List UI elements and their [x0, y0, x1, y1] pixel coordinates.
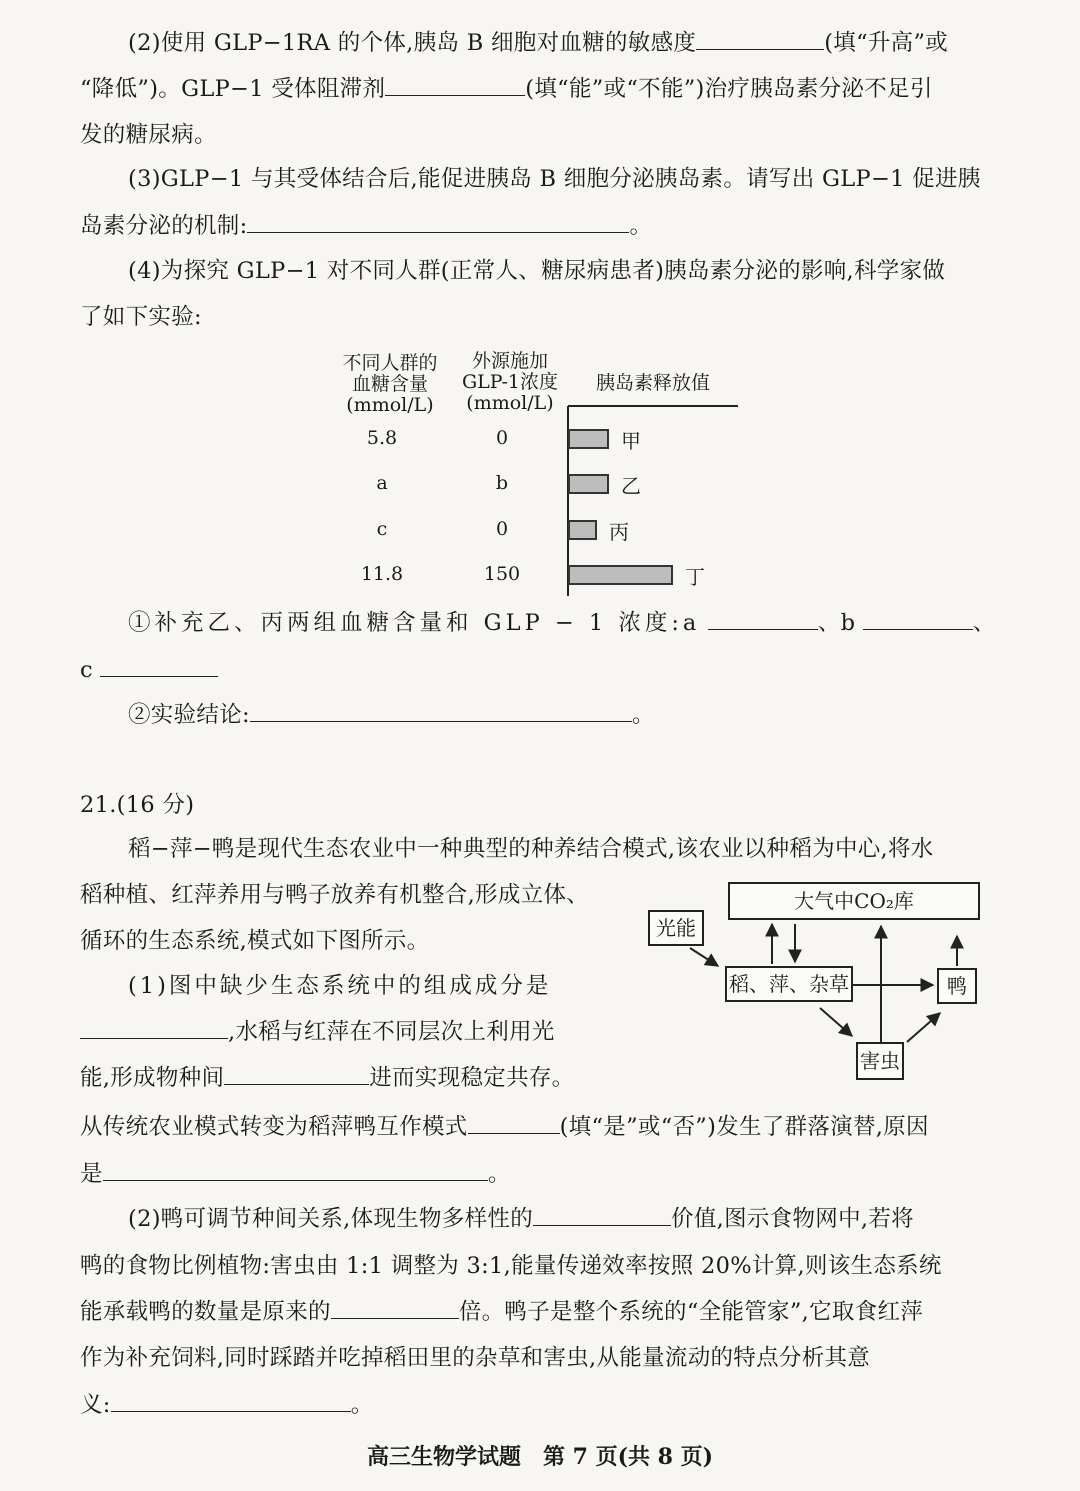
insulin-release-bar: [568, 474, 609, 494]
answer-blank[interactable]: [385, 75, 525, 96]
glp1-value: 0: [495, 427, 509, 449]
q20-2-line1: (2)使用 GLP−1RA 的个体,胰岛 B 细胞对血糖的敏感度 (填“升高”或: [128, 30, 949, 56]
q20-4-sub2: ②实验结论: 。: [128, 702, 655, 728]
answer-blank[interactable]: [247, 212, 629, 233]
glp1-value: 0: [495, 518, 509, 540]
answer-blank-b[interactable]: [863, 609, 973, 630]
pest-box: 害虫: [856, 1042, 904, 1080]
glucose-value: c: [376, 518, 388, 540]
light-energy-box: 光能: [648, 910, 704, 946]
glucose-value: 11.8: [360, 563, 404, 585]
q21-2-line4: 作为补充饲料,同时踩踏并吃掉稻田里的杂草和害虫,从能量流动的特点分析其意: [80, 1345, 871, 1371]
answer-blank[interactable]: [533, 1205, 671, 1226]
q20-4-line2: 了如下实验:: [80, 304, 202, 330]
group-label: 丙: [609, 520, 629, 544]
q20-2-line2: “降低”)。GLP−1 受体阻滞剂 (填“能”或“不能”)治疗胰岛素分泌不足引: [80, 76, 933, 102]
co2-pool-box: 大气中CO₂库: [728, 882, 980, 920]
glp1-value: b: [495, 472, 509, 494]
answer-blank[interactable]: [250, 701, 632, 722]
answer-blank[interactable]: [80, 1018, 228, 1039]
q21-heading: 21.(16 分): [80, 792, 195, 818]
q21-1-line2: ,水稻与红萍在不同层次上利用光: [80, 1017, 985, 1047]
group-label: 甲: [621, 429, 641, 453]
q21-intro3: 循环的生态系统,模式如下图所示。: [80, 928, 430, 954]
arrow-pest-to-duck: [907, 1013, 940, 1042]
page-footer: 高三生物学试题 第 7 页(共 8 页): [366, 1444, 714, 1470]
q21-2-line1: (2)鸭可调节种间关系,体现生物多样性的 价值,图示食物网中,若将: [128, 1206, 914, 1232]
q21-intro2: 稻种植、红萍养用与鸭子放养有机整合,形成立体、: [80, 882, 590, 908]
q21-2-line5: 义: 。: [80, 1392, 374, 1418]
answer-blank-c[interactable]: [100, 656, 218, 677]
answer-blank[interactable]: [331, 1298, 459, 1319]
glucose-value: 5.8: [366, 427, 398, 449]
q21-2-line2: 鸭的食物比例植物:害虫由 1:1 调整为 3:1,能量传递效率按照 20%计算,则该生态系统: [80, 1253, 942, 1279]
q20-3-line2: 岛素分泌的机制: 。: [80, 213, 653, 239]
producers-box: 稻、萍、杂草: [725, 966, 853, 1002]
insulin-release-bar: [568, 520, 597, 540]
insulin-release-bar: [568, 429, 609, 449]
q20-4-sub1-c: c: [80, 655, 985, 685]
insulin-release-bar: [568, 565, 673, 585]
answer-blank[interactable]: [468, 1113, 560, 1134]
glp1-value: 150: [483, 563, 521, 585]
answer-blank[interactable]: [224, 1064, 369, 1085]
q21-1-line1: (1)图中缺少生态系统中的组成成分是: [128, 973, 552, 999]
answer-blank-a[interactable]: [708, 609, 818, 630]
food-web-arrows: [640, 870, 990, 1090]
q21-1-line4: 从传统农业模式转变为稻萍鸭互作模式 (填“是”或“否”)发生了群落演替,原因: [80, 1114, 929, 1140]
group-label: 丁: [685, 565, 705, 589]
col3-header: 胰岛素释放值: [595, 372, 710, 394]
q21-2-line3: 能承载鸭的数量是原来的 倍。鸭子是整个系统的“全能管家”,它取食红萍: [80, 1299, 924, 1325]
group-label: 乙: [621, 474, 641, 498]
q21-1-line5: 是 。: [80, 1161, 511, 1187]
answer-blank[interactable]: [696, 29, 824, 50]
duck-box: 鸭: [937, 968, 977, 1004]
col2-header: 外源施加 GLP-1浓度 (mmol/L): [461, 350, 559, 414]
q20-4-sub1: ①补充乙、丙两组血糖含量和 GLP − 1 浓度:a 、b 、: [128, 610, 996, 636]
q21-intro1: 稻−萍−鸭是现代生态农业中一种典型的种养结合模式,该农业以种稻为中心,将水: [128, 836, 934, 862]
q21-1-line3: 能,形成物种间 进而实现稳定共存。: [80, 1065, 575, 1091]
q20-4-line1: (4)为探究 GLP−1 对不同人群(正常人、糖尿病患者)胰岛素分泌的影响,科学家做: [128, 258, 946, 284]
answer-blank[interactable]: [111, 1391, 351, 1412]
arrow-light-to-producers: [690, 948, 718, 966]
q20-2-line3: 发的糖尿病。: [80, 122, 217, 148]
arrow-producers-to-pest: [820, 1008, 852, 1036]
col1-header: 不同人群的 血糖含量 (mmol/L): [342, 352, 438, 416]
glucose-value: a: [376, 472, 388, 494]
answer-blank[interactable]: [103, 1160, 488, 1181]
q20-3-line1: (3)GLP−1 与其受体结合后,能促进胰岛 B 细胞分泌胰岛素。请写出 GLP−1 促进胰: [128, 166, 981, 192]
